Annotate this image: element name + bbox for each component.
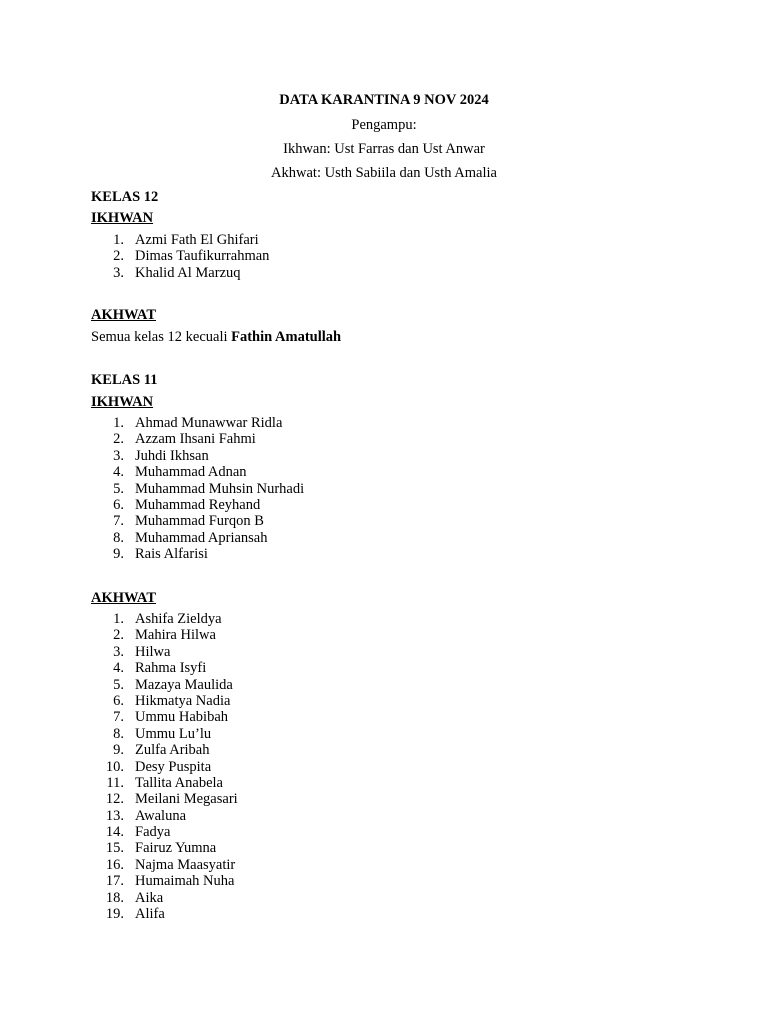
list-item-number: 1. bbox=[113, 415, 124, 431]
kelas-12-akhwat-note bbox=[91, 329, 341, 346]
list-item-number: 2. bbox=[113, 248, 124, 265]
student-name: Juhdi Ikhsan bbox=[135, 447, 209, 464]
list-item-number: 12. bbox=[105, 791, 124, 808]
student-name: Ummu Lu’lu bbox=[135, 725, 212, 742]
student-name: Rais Alfarisi bbox=[135, 546, 208, 563]
list-item-number: 5. bbox=[113, 676, 124, 693]
student-name: Azmi Fath El Ghifari bbox=[135, 232, 259, 248]
list-item-number: 2. bbox=[113, 627, 124, 644]
student-name: Azzam Ihsani Fahmi bbox=[135, 431, 256, 448]
document-title: DATA KARANTINA 9 NOV 2024 bbox=[279, 92, 489, 108]
list-item-number: 3. bbox=[113, 264, 124, 281]
student-name: Fairuz Yumna bbox=[135, 840, 217, 857]
list-item-number: 1. bbox=[113, 611, 124, 627]
list-item-number: 11. bbox=[106, 774, 124, 791]
akhwat-teachers-line: Akhwat: Usth Sabiila dan Usth Amalia bbox=[271, 165, 497, 181]
student-name: Aika bbox=[135, 889, 164, 906]
student-name: Rahma Isyfi bbox=[135, 660, 207, 677]
student-name: Humaimah Nuha bbox=[135, 873, 235, 890]
list-item-number: 6. bbox=[113, 496, 124, 513]
list-item-number: 10. bbox=[105, 758, 124, 775]
excepted-student-name: Fathin Amatullah bbox=[231, 329, 342, 345]
ikhwan-teachers-line: Ikhwan: Ust Farras dan Ust Anwar bbox=[283, 141, 485, 157]
student-name: Muhammad Muhsin Nurhadi bbox=[135, 480, 305, 497]
student-name: Hilwa bbox=[135, 643, 171, 660]
list-item-number: 1. bbox=[113, 232, 124, 248]
list-item-number: 8. bbox=[113, 529, 124, 546]
list-item-number: 14. bbox=[105, 824, 124, 841]
list-item-number: 3. bbox=[113, 643, 124, 660]
student-name: Alifa bbox=[135, 906, 165, 923]
kelas-11-heading: KELAS 11 bbox=[91, 372, 158, 388]
list-item-number: 18. bbox=[105, 889, 124, 906]
list-item-number: 7. bbox=[113, 513, 124, 530]
student-name: Mazaya Maulida bbox=[135, 676, 233, 693]
student-name: Ummu Habibah bbox=[135, 709, 229, 726]
student-name: Ashifa Zieldya bbox=[135, 611, 222, 627]
student-name: Najma Maasyatir bbox=[135, 856, 236, 873]
kelas-12-akhwat-heading: AKHWAT bbox=[91, 307, 156, 323]
list-item-number: 9. bbox=[113, 742, 124, 759]
kelas-12-heading: KELAS 12 bbox=[91, 189, 159, 205]
student-name: Muhammad Adnan bbox=[135, 464, 247, 481]
list-item-number: 17. bbox=[105, 873, 124, 890]
student-name: Ahmad Munawwar Ridla bbox=[135, 415, 283, 431]
pengampu-label: Pengampu: bbox=[351, 117, 417, 133]
student-name: Muhammad Apriansah bbox=[135, 529, 268, 546]
student-name: Mahira Hilwa bbox=[135, 627, 216, 644]
student-name: Khalid Al Marzuq bbox=[135, 264, 241, 281]
list-item-number: 13. bbox=[105, 807, 124, 824]
student-name: Muhammad Furqon B bbox=[135, 513, 264, 530]
list-item-number: 7. bbox=[113, 709, 124, 726]
kelas-12-ikhwan-heading: IKHWAN bbox=[91, 210, 154, 226]
student-name: Meilani Megasari bbox=[135, 791, 238, 808]
list-item-number: 16. bbox=[105, 856, 124, 873]
student-name: Fadya bbox=[135, 824, 171, 841]
student-name: Muhammad Reyhand bbox=[135, 496, 261, 513]
list-item-number: 5. bbox=[113, 480, 124, 497]
list-item-number: 9. bbox=[113, 546, 124, 563]
list-item-number: 4. bbox=[113, 660, 124, 677]
student-name: Desy Puspita bbox=[135, 758, 212, 775]
list-item-number: 6. bbox=[113, 692, 124, 709]
student-name: Hikmatya Nadia bbox=[135, 692, 231, 709]
list-item-number: 8. bbox=[113, 725, 124, 742]
list-item-number: 4. bbox=[113, 464, 124, 481]
student-name: Tallita Anabela bbox=[135, 774, 223, 791]
list-item-number: 2. bbox=[113, 431, 124, 448]
list-item-number: 3. bbox=[113, 447, 124, 464]
student-name: Zulfa Aribah bbox=[135, 742, 210, 759]
student-name: Dimas Taufikurrahman bbox=[135, 248, 270, 265]
student-name: Awaluna bbox=[135, 807, 187, 824]
list-item-number: 15. bbox=[105, 840, 124, 857]
kelas-11-akhwat-heading: AKHWAT bbox=[91, 590, 156, 606]
kelas-11-ikhwan-heading: IKHWAN bbox=[91, 394, 154, 410]
akhwat-note-text: Semua kelas 12 kecuali bbox=[91, 329, 232, 345]
list-item-number: 19. bbox=[105, 906, 124, 923]
